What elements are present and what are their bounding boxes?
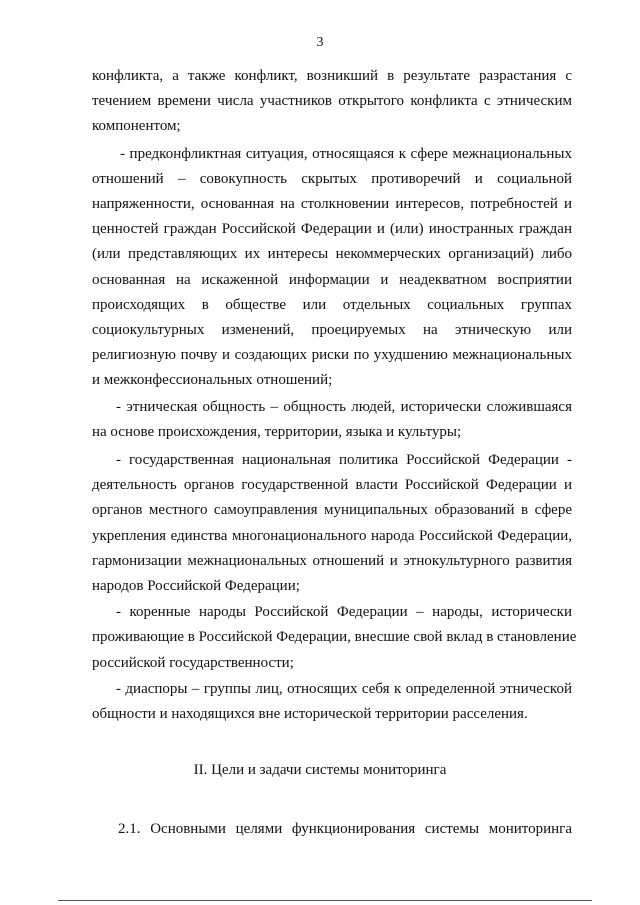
document-body	[92, 64, 577, 727]
text-line: на основе происхождения, территории, языка и культуры;	[92, 423, 462, 440]
paragraph-goals-start: 2.1. Основными целями функционирования системы мониторинга	[118, 821, 572, 837]
paragraph-state-national-policy	[92, 448, 572, 599]
paragraph-diasporas	[92, 677, 572, 727]
section-heading: II. Цели и задачи системы мониторинга	[193, 762, 447, 778]
text-line: - государственная национальная политика Российской Федерации -	[116, 452, 572, 469]
text-line: гармонизации межнациональных отношений и этнокультурного развития	[92, 552, 572, 569]
paragraph-indigenous-peoples	[92, 600, 577, 676]
text-line: проживающие в Российской Федерации, внесшие свой вклад в становление	[92, 629, 577, 646]
text-line: - этническая общность – общность людей, исторически сложившаяся	[116, 398, 572, 415]
text-line: происходящих в обществе или отдельных социальных группах	[92, 296, 572, 313]
page-number: 3	[316, 35, 324, 50]
text-line: - коренные народы Российской Федерации – народы, исторически	[116, 604, 572, 621]
text-line: деятельность органов государственной власти Российской Федерации и	[92, 477, 572, 494]
text-line: общности и находящихся вне исторической территории расселения.	[92, 706, 528, 723]
text-line: (или представляющих их интересы некоммерческих организаций) либо	[92, 246, 572, 263]
text-line: - предконфликтная ситуация, относящаяся к сфере межнациональных	[120, 145, 572, 162]
text-line: компонентом;	[92, 118, 181, 135]
text-line: конфликта, а также конфликт, возникший в результате разрастания с	[92, 68, 572, 84]
text-line: основанная на искаженной информации и неадекватном восприятии	[92, 271, 572, 288]
text-line: отношений – совокупность скрытых противоречий и социальной	[92, 170, 572, 187]
text-line: народов Российской Федерации;	[92, 578, 300, 595]
text-line: религиозную почву и создающих риски по ухудшению межнациональных	[92, 347, 572, 364]
paragraph-ethnic-community	[92, 395, 572, 445]
text-line: органов местного самоуправления муниципальных образований в сфере	[92, 502, 572, 519]
text-line: российской государственности;	[92, 654, 294, 671]
text-line: ценностей граждан Российской Федерации и (или) иностранных граждан	[92, 221, 572, 238]
text-line: - диаспоры – группы лиц, относящих себя к определенной этнической	[116, 680, 572, 697]
paragraph-conflict-definition-end	[92, 64, 572, 140]
text-line: напряженности, основанная на столкновении интересов, потребностей и	[92, 196, 572, 213]
text-line: и межконфессиональных отношений;	[92, 372, 333, 389]
paragraph-preconflict-situation	[92, 142, 572, 394]
text-line: социокультурных изменений, проецируемых на этническую или	[92, 322, 572, 339]
text-line: течением времени числа участников открытого конфликта с этническим	[92, 93, 572, 110]
page-bottom-rule	[58, 900, 592, 901]
text-line: укрепления единства многонационального народа Российской Федерации,	[92, 527, 572, 544]
